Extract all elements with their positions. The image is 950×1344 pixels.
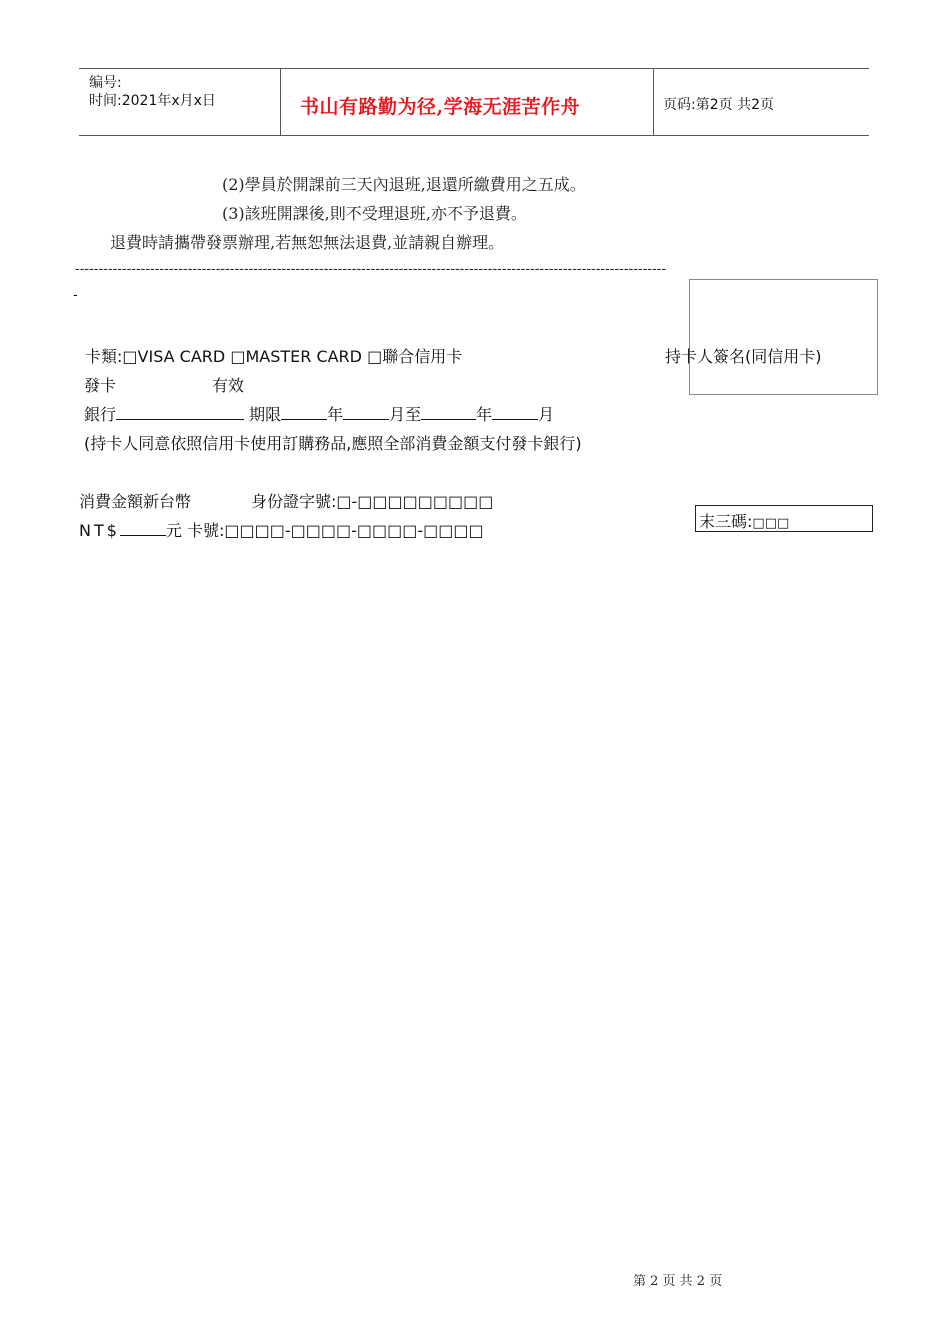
bank-label: 銀行 — [84, 405, 117, 424]
refund-rule-3: (3)該班開課後,則不受理退班,亦不予退費。 — [222, 204, 527, 223]
to-year-field[interactable] — [421, 404, 476, 420]
header-time-label: 时间:2021年x月x日 — [89, 93, 216, 109]
yuan-label: 元 — [165, 521, 182, 540]
signature-label: 持卡人簽名(同信用卡) — [665, 347, 822, 366]
header-number-label: 编号: — [89, 75, 122, 91]
from-year-label: 年 — [327, 405, 344, 424]
to-month-label: 月 — [538, 405, 555, 424]
header-divider-left — [280, 69, 281, 135]
footer-page-number: 第 2 页 共 2 页 — [633, 1274, 723, 1289]
header-motto: 书山有路勤为径,学海无涯苦作舟 — [300, 96, 581, 118]
month-to-label: 月至 — [389, 405, 422, 424]
bank-period-row — [84, 402, 554, 425]
nt-label: NT$ — [79, 521, 120, 540]
from-year-field[interactable] — [281, 404, 327, 420]
amount-field[interactable] — [120, 520, 166, 536]
refund-note: 退費時請攜帶發票辦理,若無恕無法退費,並請親自辦理。 — [110, 233, 505, 252]
header-top-rule — [79, 68, 869, 69]
period-label: 期限 — [249, 405, 282, 424]
id-number-field[interactable]: 身份證字號:□-□□□□□□□□□ — [251, 492, 494, 511]
from-month-field[interactable] — [343, 404, 389, 420]
amount-label: 消費金額新台幣 — [79, 492, 192, 511]
header-page-label: 页码:第2页 共2页 — [663, 97, 774, 113]
last3-label: 末三碼: — [699, 512, 753, 531]
last3-box[interactable] — [695, 505, 873, 532]
card-option-visa[interactable]: □VISA CARD — [122, 347, 226, 366]
bank-field[interactable] — [116, 404, 244, 420]
last3-boxes: □□□ — [752, 516, 790, 531]
cut-line: ------------------------------------------------------------------------------------------------------------------------------ — [75, 262, 667, 277]
card-type-row — [85, 344, 462, 367]
nt-amount-row — [79, 518, 484, 541]
signature-box[interactable] — [689, 279, 878, 395]
card-number-field[interactable]: 卡號:□□□□-□□□□-□□□□-□□□□ — [187, 521, 484, 540]
validity-label-line1: 有效 — [212, 376, 245, 395]
refund-rule-2: (2)學員於開課前三天內退班,退還所繳費用之五成。 — [222, 175, 586, 194]
issuer-label-line1: 發卡 — [84, 376, 117, 395]
to-year-label: 年 — [476, 405, 493, 424]
header-divider-right — [653, 69, 654, 135]
consent-text: (持卡人同意依照信用卡使用訂購務品,應照全部消費金額支付發卡銀行) — [84, 434, 582, 453]
header-bottom-rule — [79, 135, 869, 136]
to-month-field[interactable] — [492, 404, 538, 420]
card-option-union[interactable]: □聯合信用卡 — [367, 347, 463, 366]
card-type-label: 卡類: — [85, 347, 123, 366]
cut-line-trailing: - — [73, 288, 78, 303]
card-option-master[interactable]: □MASTER CARD — [230, 347, 362, 366]
